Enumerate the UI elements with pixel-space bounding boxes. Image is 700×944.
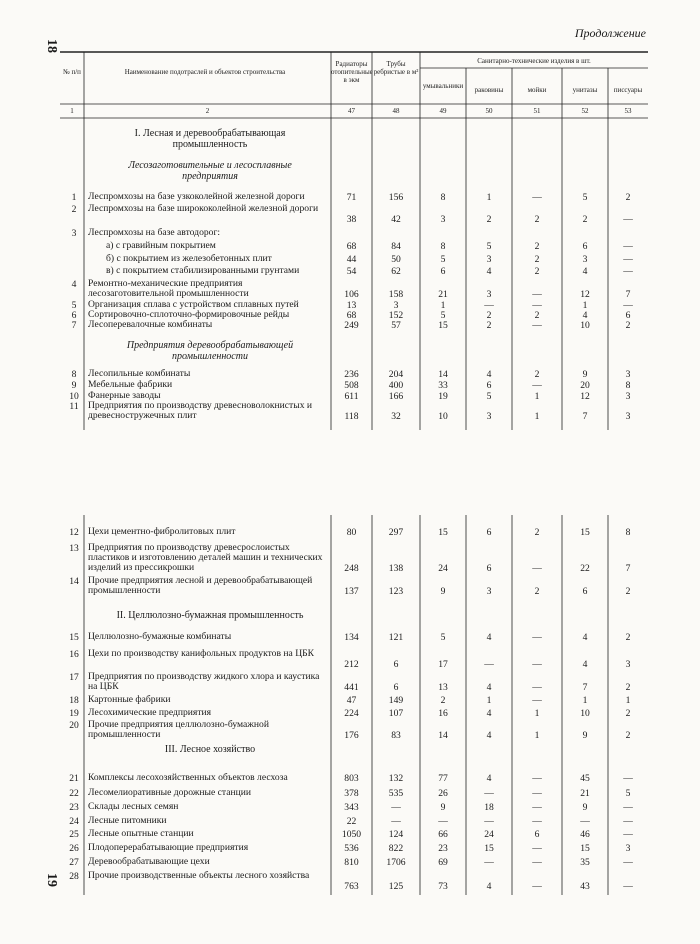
table-cell: 5 [486,391,492,402]
table-cell: 4 [486,730,492,741]
table-cell: 4 [486,632,492,643]
table-cell: — [391,816,401,827]
table-cell: 1 [534,391,540,402]
table-cell: 66 [438,829,448,840]
table-cell: 54 [346,266,357,277]
table-cell: 9 [582,730,588,741]
table-cell: 107 [388,708,404,719]
table-cell: — [484,816,494,827]
table-cell: 803 [344,773,359,784]
row-number: 2 [71,204,77,215]
row-number: 19 [69,708,79,719]
row-number: 9 [71,380,77,391]
header-washbasins: умывальники [422,82,464,90]
row-name: Мебельные фабрики [88,380,173,390]
table-cell: 18 [484,802,494,813]
table-cell: 2 [534,266,540,277]
table-cell: 1 [486,695,492,706]
table-cell: 57 [391,320,401,331]
table-cell: 2 [625,632,631,643]
row-number: 23 [69,802,79,813]
table-cell: 50 [391,254,401,265]
table-cell: 5 [582,192,588,203]
index-49: 49 [439,107,447,115]
index-51: 51 [533,107,541,115]
table-cell: 156 [388,192,404,203]
table-cell: 378 [344,788,359,799]
table-cell: 7 [582,411,588,422]
index-2: 2 [205,107,210,115]
table-cell: 125 [388,881,404,892]
table-cell: 9 [440,586,446,597]
table-cell: 15 [580,843,590,854]
table-cell: — [532,857,542,868]
row-name: Цехи цементно-фибролитовых плит [88,527,236,537]
table-cell: 68 [346,241,357,252]
table-cell: — [532,380,542,391]
table-cell: — [623,802,633,813]
row-name: Плодоперерабатывающие предприятия [88,843,249,853]
table-cell: — [532,659,542,670]
table-cell: 1 [534,708,540,719]
table-cell: 4 [582,659,588,670]
table-cell: 24 [484,829,494,840]
table-cell: 69 [438,857,448,868]
row-number: 14 [69,576,79,587]
row-number: 25 [69,829,79,840]
table-cell: — [532,788,542,799]
table-cell: — [532,682,542,693]
table-cell: 8 [440,241,446,252]
table-cell: 2 [534,586,540,597]
table-cell: 2 [625,586,631,597]
table-cell: 6 [582,586,588,597]
table-cell: 15 [438,527,448,538]
header-radiators: Радиаторы отопительные в экм [331,60,373,84]
row-name: Леспромхозы на базе автодорог: [88,228,221,238]
row-number: 4 [71,279,77,290]
table-cell: 9 [582,369,588,380]
row-name: Сортировочно-сплоточно-формировочные рейды [88,310,290,320]
table-cell: 1 [534,730,540,741]
header-kitchen-sinks: мойки [527,86,547,94]
table-cell: 10 [580,320,590,331]
table-cell: 1 [534,411,540,422]
table-cell: 46 [580,829,590,840]
table-cell: 71 [346,192,357,203]
table-cell: 5 [440,310,446,321]
index-52: 52 [581,107,589,115]
row-number: 15 [69,632,79,643]
table-cell: 47 [346,695,357,706]
table-cell: 297 [388,527,404,538]
table-cell: 2 [486,320,492,331]
table-cell: — [623,300,633,311]
table-cell: 3 [486,289,492,300]
table-cell: 121 [388,632,404,643]
table-cell: 2 [625,730,631,741]
table-cell: 9 [440,802,446,813]
header-name: Наименование подотраслей и объектов строительства [124,68,286,76]
table-cell: 400 [388,380,404,391]
header-sanitary-group: Санитарно-технические изделия в шт. [477,57,591,65]
table-cell: 4 [486,369,492,380]
row-number: 13 [69,543,79,554]
section-woodworking: Предприятия деревообрабатывающей промышленности [126,340,294,362]
table-cell: — [484,857,494,868]
table-cell: 16 [438,708,448,719]
table-cell: — [532,802,542,813]
table-cell: — [438,816,448,827]
table-cell: 1 [582,300,588,311]
row-name: Лесохимические предприятия [88,708,212,718]
table-cell: 22 [346,816,357,827]
section-pulp-paper: II. Целлюлозно-бумажная промышленность [116,610,304,621]
table-cell: 3 [486,586,492,597]
table-cell: 249 [344,320,359,331]
table-cell: 2 [440,695,446,706]
table-cell: 68 [346,310,357,321]
continuation-label: Продолжение [574,26,646,40]
table-cell: 2 [486,214,492,225]
table-cell: 14 [438,369,448,380]
row-name: б) с покрытием из железобетонных плит [106,254,272,264]
table-cell: — [532,881,542,892]
table-cell: 224 [344,708,359,719]
table-cell: 3 [486,254,492,265]
table-cell: 124 [388,829,404,840]
table-cell: 2 [625,192,631,203]
header-urinals: писсуары [613,86,643,94]
table-cell: 4 [582,266,588,277]
row-number: 11 [69,401,79,412]
table-cell: 763 [344,881,359,892]
table-cell: 132 [388,773,404,784]
row-name: Предприятия по производству жидкого хлора и каустика на ЦБК [88,671,320,692]
table-cell: 20 [580,380,590,391]
row-name: Прочие предприятия целлюлозно-бумажной промышленности [88,719,269,740]
table-cell: 15 [484,843,494,854]
table-cell: 5 [486,241,492,252]
table-cell: 152 [388,310,404,321]
table-cell: 6 [582,241,588,252]
table-cell: 23 [438,843,448,854]
table-cell: — [623,881,633,892]
row-name: Цехи по производству канифольных продуктов на ЦБК [88,648,315,659]
header-toilets: унитазы [572,86,598,94]
table-cell: 33 [438,380,448,391]
table-cell: 535 [388,788,404,799]
row-name: Прочие производственные объекты лесного хозяйства [88,870,310,881]
table-cell: 5 [440,632,446,643]
row-name: Предприятия по производству древесноволокнистых и древесностружечных плит [88,400,313,421]
row-number: 21 [69,773,79,784]
table-cell: 3 [486,411,492,422]
table-cell: — [532,192,542,203]
table-cell: 42 [391,214,401,225]
table-cell: 343 [344,802,359,813]
table-cell: 158 [388,289,404,300]
table-cell: — [532,816,542,827]
table-cell: 236 [344,369,359,380]
index-50: 50 [485,107,493,115]
table-cell: 6 [440,266,446,277]
table-cell: — [484,788,494,799]
table-cell: 24 [438,563,448,574]
table-cell: 17 [438,659,448,670]
table-cell: 44 [346,254,357,265]
row-number: 17 [69,672,79,683]
row-name: Ремонтно-механические предприятия лесозаготовительной промышленности [88,278,249,299]
row-name: Организация сплава с устройством сплавных путей [88,300,299,310]
row-name: Леспромхозы на базе узкоколейной железной дороги [88,192,305,202]
row-name: Склады лесных семян [88,802,179,812]
table-cell: — [623,214,633,225]
table-cell: 2 [582,214,588,225]
table-cell: 2 [486,310,492,321]
table-cell: 5 [625,788,631,799]
table-cell: — [532,320,542,331]
table-cell: 3 [625,843,631,854]
table-cell: 212 [344,659,359,670]
row-name: а) с гравийным покрытием [106,241,216,251]
row-number: 10 [69,391,79,402]
section-forestry-industry: I. Лесная и деревообрабатывающая промышленность [134,128,286,150]
row-name: Лесные питомники [88,816,167,826]
table-cell: 80 [346,527,357,538]
row-name: Лесопильные комбинаты [88,369,191,379]
row-name: Прочие предприятия лесной и деревообрабатывающей промышленности [88,575,313,596]
table-cell: 1050 [341,829,362,840]
table-cell: 19 [438,391,448,402]
table-cell: 134 [344,632,359,643]
table-cell: 1706 [386,857,406,868]
table-cell: 14 [438,730,448,741]
table-cell: — [623,241,633,252]
table-cell: 35 [580,857,590,868]
table-cell: 441 [344,682,359,693]
table-cell: 9 [582,802,588,813]
row-number: 8 [71,369,77,380]
row-name: Картонные фабрики [88,695,171,705]
table-cell: 6 [486,380,492,391]
table-cell: 15 [580,527,590,538]
table-cell: 176 [344,730,359,741]
table-cell: 8 [440,192,446,203]
table-cell: 166 [388,391,404,402]
table-cell: 3 [582,254,588,265]
table-cell: 810 [344,857,359,868]
table-cell: 2 [534,310,540,321]
table-cell: 12 [580,391,590,402]
table-cell: 508 [344,380,359,391]
table-cell: 73 [438,881,448,892]
table-cell: 1 [625,695,631,706]
table-cell: 1 [440,300,446,311]
table-cell: 12 [580,289,590,300]
row-number: 24 [69,816,79,827]
table-cell: 21 [438,289,448,300]
table-cell: 15 [438,320,448,331]
table-cell: 138 [388,563,404,574]
row-number: 3 [71,228,77,239]
table-cell: — [623,816,633,827]
row-name: Леспромхозы на базе ширококолейной железной дороги [88,203,319,214]
row-number: 27 [69,857,79,868]
table-cell: 3 [393,300,399,311]
table-cell: 2 [534,214,540,225]
table-cell: 4 [582,632,588,643]
table-cell: — [532,632,542,643]
row-number: 18 [69,695,79,706]
table-cell: 536 [344,843,359,854]
row-name: в) с покрытием стабилизированными грунтами [106,266,300,276]
row-number: 26 [69,843,79,854]
table-cell: 6 [534,829,540,840]
table-cell: 2 [534,369,540,380]
table-cell: — [532,773,542,784]
page-number-top: 18 [44,39,59,53]
row-number: 16 [69,649,79,660]
table-cell: 123 [388,586,404,597]
table-cell: — [532,289,542,300]
table-cell: — [484,300,494,311]
table-cell: — [623,857,633,868]
table-cell: 83 [391,730,401,741]
table-cell: — [532,843,542,854]
index-1: 1 [70,107,74,115]
table-cell: 1 [486,192,492,203]
table-cell: 7 [625,289,631,300]
row-name: Лесомелиоративные дорожные станции [88,788,252,798]
row-name: Комплексы лесохозяйственных объектов лесхоза [88,773,288,783]
table-cell: 3 [625,411,631,422]
table-cell: 38 [346,214,357,225]
row-number: 6 [71,310,77,321]
table-cell: 22 [580,563,590,574]
row-number: 28 [69,871,79,882]
table-cell: 204 [388,369,404,380]
table-cell: 6 [486,563,492,574]
table-cell: 3 [625,391,631,402]
section-forest-management: III. Лесное хозяйство [164,744,256,755]
row-number: 12 [69,527,79,538]
table-cell: 2 [534,527,540,538]
index-48: 48 [392,107,400,115]
row-number: 22 [69,788,79,799]
table-cell: 26 [438,788,448,799]
table-cell: 7 [582,682,588,693]
table-cell: 3 [440,214,446,225]
table-cell: 10 [580,708,590,719]
table-cell: 4 [486,266,492,277]
table-cell: 8 [625,527,631,538]
table-cell: 4 [486,881,492,892]
table-cell: 32 [391,411,401,422]
table-cell: 3 [625,369,631,380]
table-cell: — [623,254,633,265]
table-cell: 2 [534,254,540,265]
table-cell: 77 [438,773,448,784]
page-number-bottom: 19 [44,873,59,887]
row-number: 20 [69,720,79,731]
table-cell: 137 [344,586,359,597]
table-cell: 3 [625,659,631,670]
row-name: Фанерные заводы [88,391,161,401]
table-cell: 2 [625,708,631,719]
row-name: Лесные опытные станции [88,829,194,839]
table-cell: 5 [440,254,446,265]
row-name: Предприятия по производству древесрослоистых пластиков и изготовлению деталей машин и технических изделий из прессикрошки [88,542,323,573]
table-cell: 149 [388,695,404,706]
header-pipes: Трубы ребристые в м² [373,60,419,76]
table-cell: 43 [580,881,590,892]
header-num: № п/п [63,68,81,76]
table-cell: 118 [344,411,359,422]
table-cell: 822 [388,843,404,854]
table-cell: — [580,816,590,827]
table-cell: — [623,266,633,277]
table-cell: — [623,773,633,784]
table-cell: — [532,300,542,311]
table-cell: — [532,563,542,574]
table-cell: 6 [625,310,631,321]
table-cell: 248 [344,563,359,574]
table-cell: 21 [580,788,590,799]
row-name: Целлюлозно-бумажные комбинаты [88,632,232,642]
table-cell: 6 [393,682,399,693]
table-cell: 8 [625,380,631,391]
section-logging: Лесозаготовительные и лесосплавные предприятия [128,160,292,182]
table-cell: 611 [344,391,359,402]
table-cell: 4 [486,773,492,784]
table-cell: 13 [438,682,448,693]
row-name: Деревообрабатывающие цехи [88,857,210,867]
index-53: 53 [624,107,632,115]
table-cell: 13 [346,300,357,311]
table-cell: 84 [391,241,401,252]
table-cell: — [623,829,633,840]
table-cell: 4 [486,708,492,719]
table-cell: 7 [625,563,631,574]
header-sinks: раковины [474,86,504,94]
table-cell: 1 [582,695,588,706]
index-47: 47 [348,107,355,115]
table-cell: 6 [486,527,492,538]
table-cell: 2 [625,320,631,331]
table-cell: 4 [582,310,588,321]
row-name: Лесоперевалочные комбинаты [88,320,213,330]
table-cell: — [484,659,494,670]
table-cell: 2 [534,241,540,252]
table-cell: 62 [391,266,401,277]
table-cell: 4 [486,682,492,693]
table-cell: — [532,695,542,706]
row-number: 7 [71,320,77,331]
table-cell: 45 [580,773,590,784]
table-cell: 10 [438,411,448,422]
table-cell: — [391,802,401,813]
row-number: 5 [71,300,77,311]
table-cell: 2 [625,682,631,693]
table-cell: 6 [393,659,399,670]
table-cell: 106 [344,289,359,300]
row-number: 1 [71,192,77,203]
